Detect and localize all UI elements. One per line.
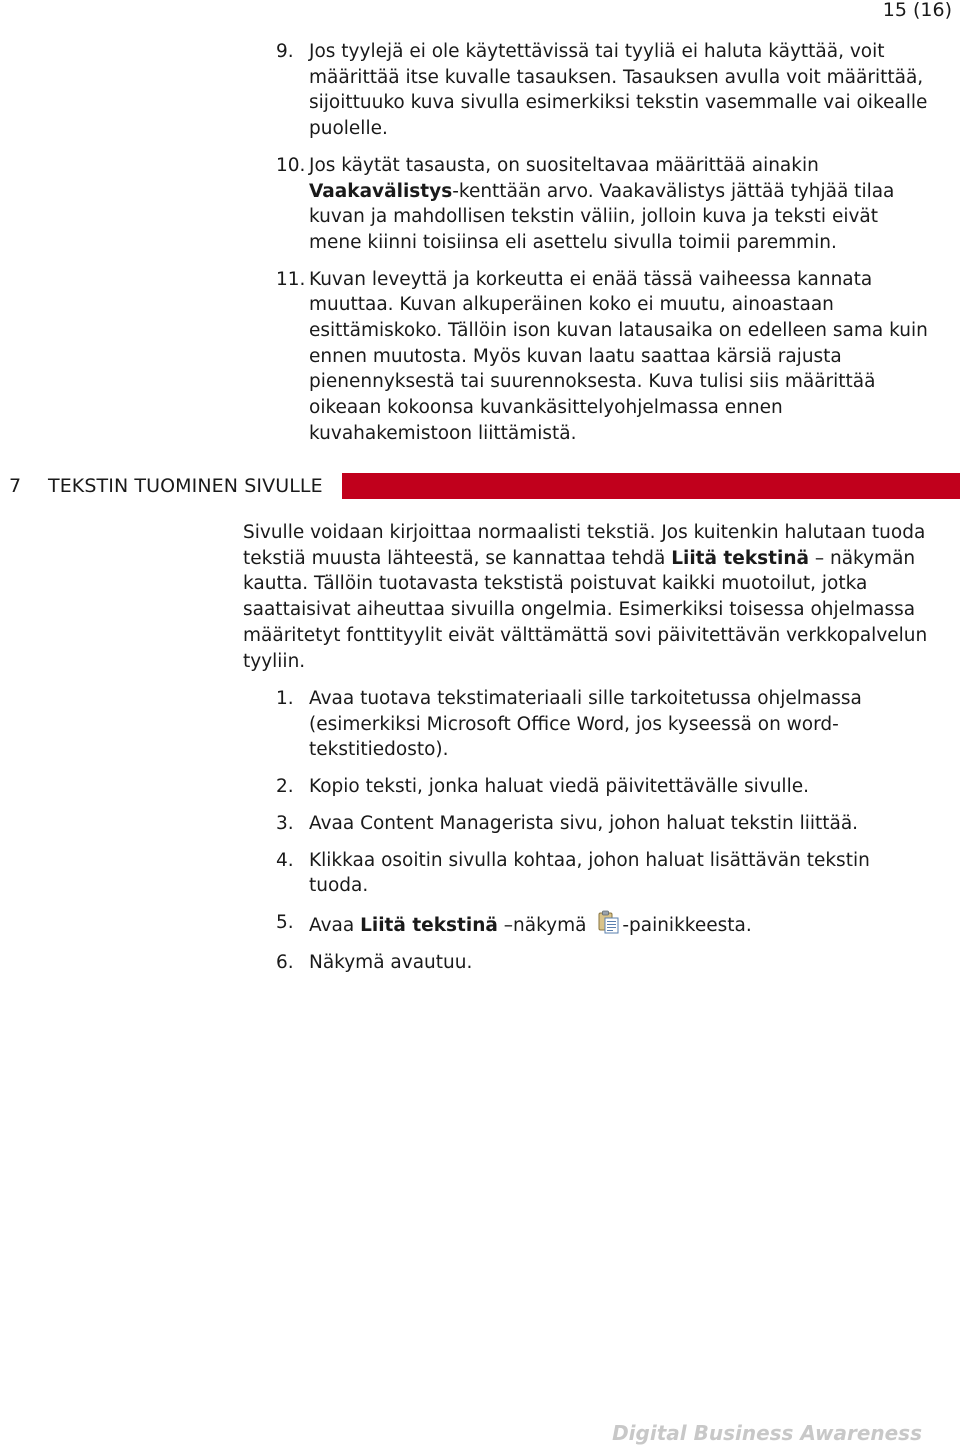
list-item <box>276 686 926 763</box>
list-item-text: Avaa <box>309 914 361 936</box>
list-item <box>276 774 926 800</box>
list-item-number: 10. <box>276 154 306 176</box>
list-item-text: Näkymä avautuu. <box>309 951 473 973</box>
section-heading <box>0 473 960 499</box>
list-item <box>276 267 936 447</box>
page-number: 15 (16) <box>882 0 952 21</box>
paste-text-icon-graphic <box>596 910 620 934</box>
list-item-text: Kuvan leveyttä ja korkeutta ei enää tässä vaiheessa kannata muuttaa. Kuvan alkuperäinen koko ei muutu, ainoastaan esittämiskoko. Tällöin ison kuvan latausaika on edelleen sama kuin ennen muutosta. Myös kuvan laatu saattaa kärsiä rajusta pienennyksestä tai suurennoksesta. Kuva tulisi siis määrittää oikeaan kokoonsa kuvankäsittelyohjelmassa ennen kuvahakemistoon liittämistä. <box>309 268 928 444</box>
list-item-text: Klikkaa osoitin sivulla kohtaa, johon haluat lisättävän tekstin tuoda. <box>309 849 870 897</box>
list-item-number: 11. <box>276 268 306 290</box>
footer-brand: Digital Business Awareness <box>612 1421 922 1445</box>
list-item <box>276 950 926 976</box>
list-item-text: Jos tyylejä ei ole käytettävissä tai tyyliä ei haluta käyttää, voit määrittää itse kuvalle tasauksen. Tasauksen avulla voit määrittää, sijoittuuko kuva sivulla esimerkiksi tekstin vasemmalle vai oikealle puolelle. <box>309 41 928 140</box>
list-item <box>276 39 936 142</box>
list-item-number: 6. <box>276 951 294 973</box>
list-item-text: Avaa Content Managerista sivu, johon haluat tekstin liittää. <box>309 812 859 834</box>
list-item-number: 4. <box>276 849 294 871</box>
field-name-bold: Vaakavälistys <box>309 180 453 202</box>
list-item-text: Jos käytät tasausta, on suositeltavaa määrittää ainakin <box>309 154 819 176</box>
list-item-number: 3. <box>276 812 294 834</box>
list-item-text-continued: –näkymä <box>497 914 593 936</box>
intro-text-continued: – näkymän kautta. Tällöin tuotavasta tekstistä poistuvat kaikki muotoilut, jotka saattaisivat aiheuttaa sivuilla ongelmia. Esimerkiksi toisessa ohjelmassa määritetyt fonttityylit eivät välttämättä sovi päivitettävän verkkopalvelun tyyliin. <box>243 547 928 672</box>
list-item-number: 1. <box>276 688 294 709</box>
list-item-number: 5. <box>276 911 294 933</box>
list-item <box>276 811 926 837</box>
list-item-text: Kopio teksti, jonka haluat viedä päivitettävälle sivulle. <box>309 776 809 798</box>
view-name-bold: Liitä tekstinä <box>671 547 809 569</box>
list-item-number: 2. <box>276 776 294 798</box>
list-item <box>276 910 926 939</box>
intro-text: Sivulle voidaan kirjoittaa normaalisti tekstiä. Jos kuitenkin halutaan tuoda tekstiä muusta lähteestä, se kannattaa tehdä <box>243 522 926 569</box>
list-item <box>276 848 926 899</box>
section-heading-bar <box>342 473 960 499</box>
view-name-bold: Liitä tekstinä <box>360 914 498 936</box>
list-item-text-end: -painikkeesta. <box>622 914 752 936</box>
intro-paragraph <box>243 520 933 674</box>
section-title: TEKSTIN TUOMINEN SIVULLE <box>48 475 323 497</box>
section-number: 7 <box>9 475 22 497</box>
list-item <box>276 153 936 256</box>
list-item-text: Avaa tuotava tekstimateriaali sille tarkoitetussa ohjelmassa (esimerkiksi Microsoft Office Word, jos kyseessä on word-tekstitiedosto). <box>309 688 862 761</box>
numbered-list-top <box>276 39 936 447</box>
list-item-text-continued: -kenttään arvo. Vaakavälistys jättää tyhjää tilaa kuvan ja mahdollisen tekstin väliin, jolloin kuva ja teksti eivät mene kiinni toisiinsa eli asettelu sivulla toimii paremmin. <box>309 180 895 253</box>
numbered-list-bottom <box>276 686 926 975</box>
list-item-number: 9. <box>276 41 294 62</box>
paste-text-icon <box>596 910 620 934</box>
